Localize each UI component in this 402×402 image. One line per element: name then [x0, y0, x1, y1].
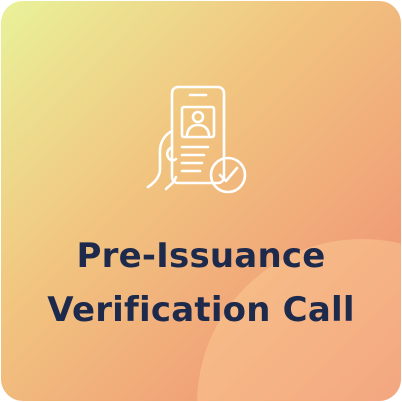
id-card-verified-icon [136, 77, 266, 207]
title-line-1: Pre-Issuance [76, 236, 326, 276]
title-line-2: Verification Call [47, 290, 355, 330]
card-title [1, 229, 401, 337]
verification-call-card[interactable] [1, 1, 401, 401]
